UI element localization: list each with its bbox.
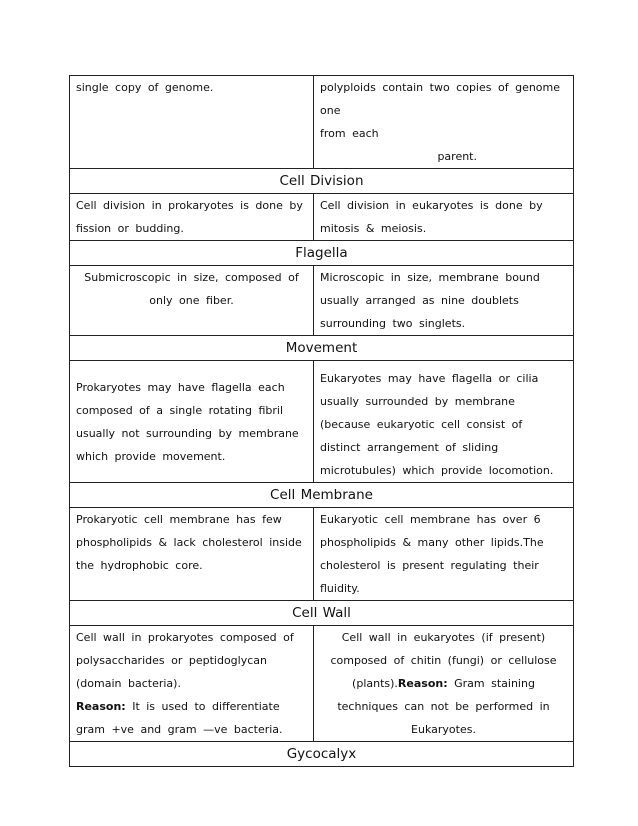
cell-wall-prokaryote-reason xyxy=(76,695,307,741)
flagella-prokaryote: Submicroscopic in size, composed of only one fiber. xyxy=(70,266,314,336)
flagella-heading: Flagella xyxy=(70,241,574,266)
movement-prokaryote: Prokaryotes may have flagella each composed of a single rotating fibril usually not surrounding by membrane which provide movement. xyxy=(70,361,314,483)
cell-wall-prokaryote xyxy=(70,626,314,742)
genome-eukaryote-cell xyxy=(314,76,574,169)
cell-membrane-prokaryote: Prokaryotic cell membrane has few phospholipids & lack cholesterol inside the hydrophobic core. xyxy=(70,508,314,601)
reason-label: Reason: xyxy=(397,677,448,690)
cell-wall-row xyxy=(70,626,574,742)
reason-text: Gram staining techniques can not be performed in Eukaryotes. xyxy=(337,677,550,736)
cell-membrane-eukaryote: Eukaryotic cell membrane has over 6 phospholipids & many other lipids.The cholesterol is present regulating their fluidity. xyxy=(314,508,574,601)
cell-division-eukaryote: Cell division in eukaryotes is done by mitosis & meiosis. xyxy=(314,194,574,241)
cell-division-heading-row xyxy=(70,169,574,194)
genome-eukaryote-line1: polyploids contain two copies of genome one xyxy=(320,81,561,117)
movement-eukaryote: Eukaryotes may have flagella or cilia usually surrounded by membrane (because eukaryotic cell consist of distinct arrangement of sliding microtubules) which provide locomotion. xyxy=(314,361,574,483)
cell-division-heading: Cell Division xyxy=(70,169,574,194)
cell-membrane-row xyxy=(70,508,574,601)
flagella-row xyxy=(70,266,574,336)
flagella-heading-row xyxy=(70,241,574,266)
genome-row xyxy=(70,76,574,169)
cell-wall-eukaryote xyxy=(314,626,574,742)
movement-heading: Movement xyxy=(70,336,574,361)
comparison-table xyxy=(69,75,574,767)
movement-heading-row xyxy=(70,336,574,361)
cell-membrane-heading: Cell Membrane xyxy=(70,483,574,508)
movement-row xyxy=(70,361,574,483)
genome-prokaryote-text: single copy of genome. xyxy=(76,81,214,94)
genome-prokaryote-cell xyxy=(70,76,314,169)
cell-wall-eukaryote-text: Cell wall in eukaryotes (if present) composed of chitin (fungi) or cellulose (plants). xyxy=(330,631,557,690)
genome-eukaryote-line2: from each xyxy=(320,127,379,140)
cell-wall-prokaryote-text: Cell wall in prokaryotes composed of polysaccharides or peptidoglycan (domain bacteria). xyxy=(76,631,294,690)
cell-division-prokaryote: Cell division in prokaryotes is done by fission or budding. xyxy=(70,194,314,241)
cell-wall-heading-row xyxy=(70,601,574,626)
cell-membrane-heading-row xyxy=(70,483,574,508)
cell-wall-heading: Cell Wall xyxy=(70,601,574,626)
reason-label: Reason: xyxy=(76,700,126,713)
genome-eukaryote-line3: parent. xyxy=(437,150,477,163)
cell-division-row xyxy=(70,194,574,241)
reason-text: It is used to differentiate gram +ve and gram —ve bacteria. xyxy=(76,700,283,736)
flagella-eukaryote: Microscopic in size, membrane bound usually arranged as nine doublets surrounding two singlets. xyxy=(314,266,574,336)
gycocalyx-heading-row xyxy=(70,742,574,767)
gycocalyx-heading: Gycocalyx xyxy=(70,742,574,767)
